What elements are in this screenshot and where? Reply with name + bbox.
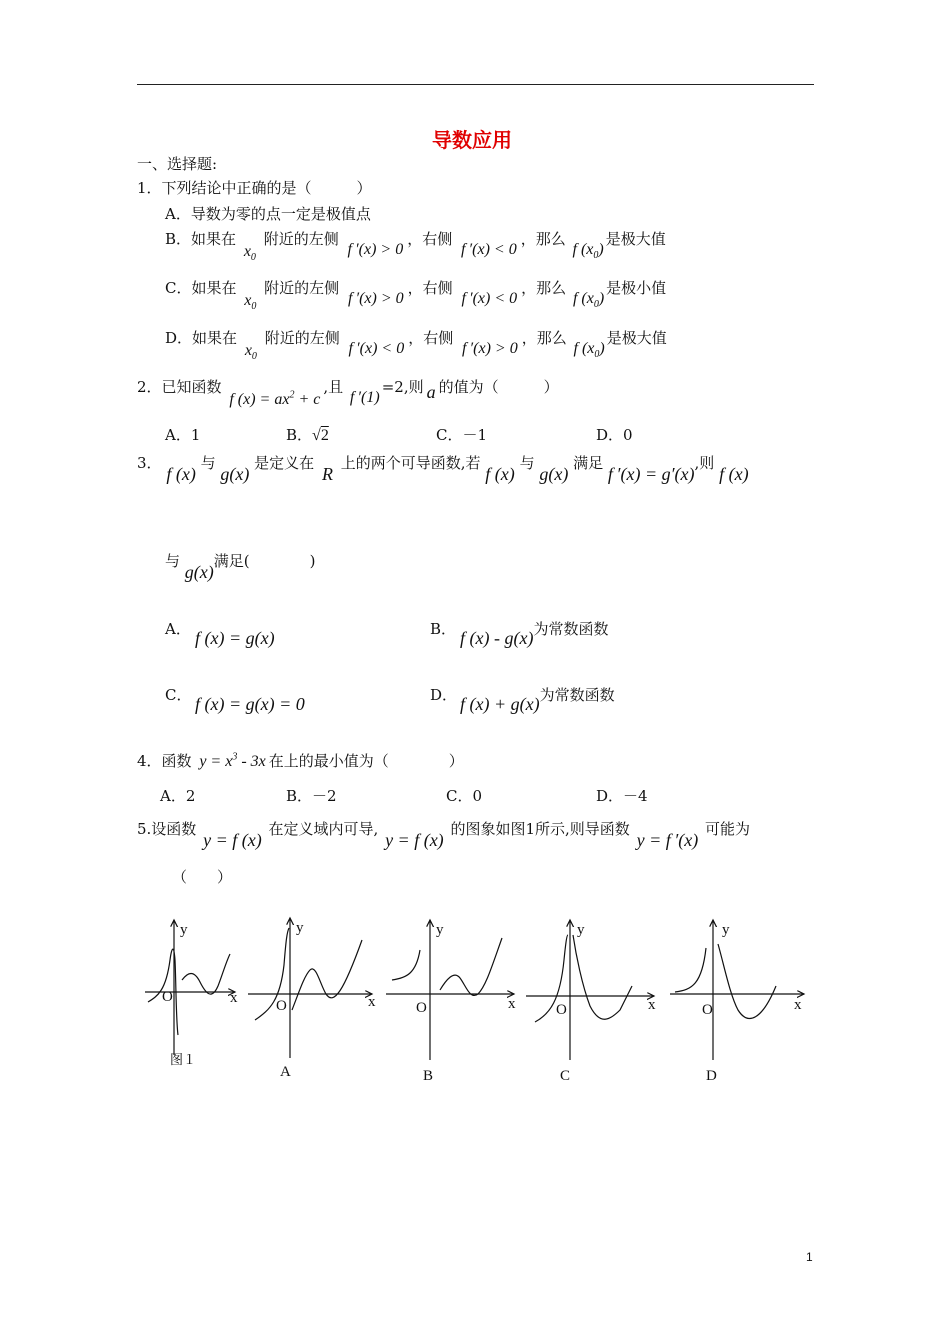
q1c-then: ，那么 — [521, 279, 567, 297]
q1c-right-cond: f ′(x) < 0 — [461, 290, 518, 307]
q5-yfx-2: y = f (x) — [385, 830, 444, 850]
q3-gx: g(x) — [220, 464, 250, 484]
q1d-fx0: f $(x_0)$ — [573, 340, 605, 361]
q5-stem — [137, 818, 751, 850]
q1c-mid: 附近的左侧 — [264, 279, 340, 297]
q3-num: 3． — [137, 454, 162, 472]
q3-stem — [137, 452, 749, 484]
q1d-pre: D．如果在 — [165, 329, 238, 347]
graph-fig1 — [145, 920, 235, 1055]
q1c-right: ，右侧 — [407, 279, 453, 297]
q5-mid2: 的图象如图1所示,则导函数 — [450, 820, 630, 838]
q5-yfpx: y = f ′(x) — [636, 830, 699, 850]
q3-line2-end: 满足( ) — [213, 552, 316, 570]
q4-pre: 4．函数 — [137, 752, 192, 770]
graph-a-y-label: y — [296, 920, 304, 936]
q3-option-b-end: 为常数函数 — [533, 620, 609, 638]
q1-option-a: A．导数为零的点一定是极值点 — [165, 205, 371, 223]
q1c-end: 是极小值 — [606, 279, 667, 297]
graph-d-origin: O — [702, 1002, 713, 1018]
q3-line2-gx: g(x) — [184, 562, 214, 582]
q1b-fx0: f $(x_0)$ — [572, 241, 604, 262]
header-rule — [137, 84, 814, 85]
q1b-pre: B．如果在 — [165, 230, 237, 248]
q3-option-b-label: B． — [430, 620, 457, 638]
q1c-fx0: f $(x_0)$ — [572, 290, 605, 311]
q2-a: a — [426, 382, 436, 402]
q1d-mid: 附近的左侧 — [264, 329, 340, 347]
q3-option-d-label: D． — [430, 686, 458, 704]
section-heading: 一、选择题: — [137, 155, 218, 173]
graph-d-x-label: x — [794, 997, 802, 1013]
q1c-left-cond: f ′(x) > 0 — [347, 290, 404, 307]
graph-b-x-label: x — [508, 996, 516, 1012]
q4-option-b: B．－2 — [286, 787, 337, 805]
q2-stem — [137, 376, 559, 408]
graph-a-label: A — [280, 1064, 291, 1080]
q5-graphs — [140, 910, 820, 1090]
q4-stem — [137, 750, 464, 771]
q3-line2 — [165, 550, 316, 582]
graph-c — [526, 920, 654, 1060]
graph-d — [670, 920, 804, 1060]
q1-option-b — [165, 228, 666, 264]
q1d-left-cond: f ′(x) < 0 — [348, 340, 405, 357]
q2-option-a: A．1 — [165, 426, 201, 444]
q1b-right-cond: f ′(x) < 0 — [461, 241, 517, 258]
q4-option-a: A．2 — [160, 787, 196, 805]
graph-c-y-label: y — [577, 922, 585, 938]
q2-eq: =2,则 — [381, 378, 424, 396]
fig1-y-label: y — [180, 922, 188, 938]
q3-line2-pre: 与 — [165, 552, 181, 570]
q3-option-b-expr: f (x) - g(x) — [460, 628, 534, 648]
q1-stem: 1．下列结论中正确的是（ ） — [137, 179, 372, 197]
page-number: 1 — [806, 1250, 813, 1264]
graph-c-label: C — [560, 1068, 571, 1084]
q1b-mid: 附近的左侧 — [263, 230, 339, 248]
q1-option-d — [165, 327, 667, 363]
q2-function: f $(x) = ax^2 + c$ — [229, 389, 321, 408]
q4-function: $y = x^3 - 3x$ — [199, 751, 266, 770]
q3-option-b — [460, 618, 609, 648]
q2-option-b-label: B． — [286, 426, 313, 444]
q2-mid: ,且 — [323, 378, 344, 396]
q1b-x0: $x_0$ — [243, 243, 256, 264]
q1b-then: ，那么 — [520, 230, 566, 248]
q1b-end: 是极大值 — [605, 230, 666, 248]
q1-option-c — [165, 277, 667, 313]
q2-sqrt2: √2 — [312, 427, 329, 444]
q5-end: 可能为 — [705, 820, 751, 838]
q3-gx-2: g(x) — [539, 464, 569, 484]
q3-condition: f ′(x) = g′(x) — [607, 464, 695, 484]
page-title: 导数应用 — [432, 128, 512, 152]
graph-b-y-label: y — [436, 922, 444, 938]
fig1-caption: 图１ — [170, 1053, 197, 1068]
q5-figure — [140, 910, 820, 1094]
fig1-origin: O — [162, 989, 173, 1005]
q2-derivative: f ′(1) — [349, 389, 380, 406]
q1d-then: ，那么 — [521, 329, 567, 347]
q4-option-c: C．0 — [446, 787, 483, 805]
q3-option-d-expr: f (x) + g(x) — [460, 694, 540, 714]
q5-yfx: y = f (x) — [203, 830, 262, 850]
graph-c-x-label: x — [648, 997, 656, 1013]
graph-a-origin: O — [276, 998, 287, 1014]
q1d-right-cond: f ′(x) > 0 — [462, 340, 518, 357]
q1d-end: 是极大值 — [606, 329, 667, 347]
graph-a-x-label: x — [368, 994, 376, 1010]
q2-option-d: D．0 — [596, 426, 633, 444]
q5-paren: （ ） — [172, 868, 233, 886]
q3-on: 上的两个可导函数,若 — [340, 454, 481, 472]
q3-option-a-label: A． — [165, 620, 191, 638]
q3-satisfy: 满足 — [573, 454, 604, 472]
q3-option-c-label: C． — [165, 686, 192, 704]
q3-then: ,则 — [694, 454, 715, 472]
q3-option-d-end: 为常数函数 — [539, 686, 615, 704]
q1d-right: ，右侧 — [408, 329, 454, 347]
q3-fx: f (x) — [166, 464, 196, 484]
q2-option-c: C．－1 — [436, 426, 488, 444]
graph-c-origin: O — [556, 1002, 567, 1018]
graph-b-origin: O — [416, 1000, 427, 1016]
q3-with2: 与 — [519, 454, 535, 472]
q5-pre: 5.设函数 — [137, 820, 197, 838]
q3-option-d — [460, 684, 615, 714]
q3-option-c: f (x) = g(x) = 0 — [195, 694, 305, 714]
q3-fx-3: f (x) — [719, 464, 749, 484]
q1d-x0: $x_0$ — [244, 342, 257, 363]
q3-def: 是定义在 — [254, 454, 315, 472]
graph-b-label: B — [423, 1068, 434, 1084]
q3-fx-2: f (x) — [485, 464, 515, 484]
q2-pre: 2．已知函数 — [137, 378, 222, 396]
q2-option-b — [286, 424, 329, 445]
q1b-left-cond: f ′(x) > 0 — [347, 241, 404, 258]
graph-a — [248, 918, 372, 1058]
q1c-x0: $x_0$ — [244, 292, 257, 313]
fig1-x-label: x — [230, 990, 238, 1006]
q5-mid: 在定义域内可导, — [268, 820, 379, 838]
graph-b — [386, 920, 514, 1060]
q2-end: 的值为（ ） — [438, 378, 559, 396]
q4-option-d: D．－4 — [596, 787, 648, 805]
graph-d-y-label: y — [722, 922, 730, 938]
q4-end: 在上的最小值为（ ） — [268, 752, 464, 770]
q1b-right: ，右侧 — [407, 230, 453, 248]
graph-d-label: D — [706, 1068, 717, 1084]
q3-R: R — [321, 464, 333, 484]
q3-with: 与 — [200, 454, 216, 472]
q1c-pre: C．如果在 — [165, 279, 237, 297]
q3-option-a: f (x) = g(x) — [195, 628, 275, 648]
